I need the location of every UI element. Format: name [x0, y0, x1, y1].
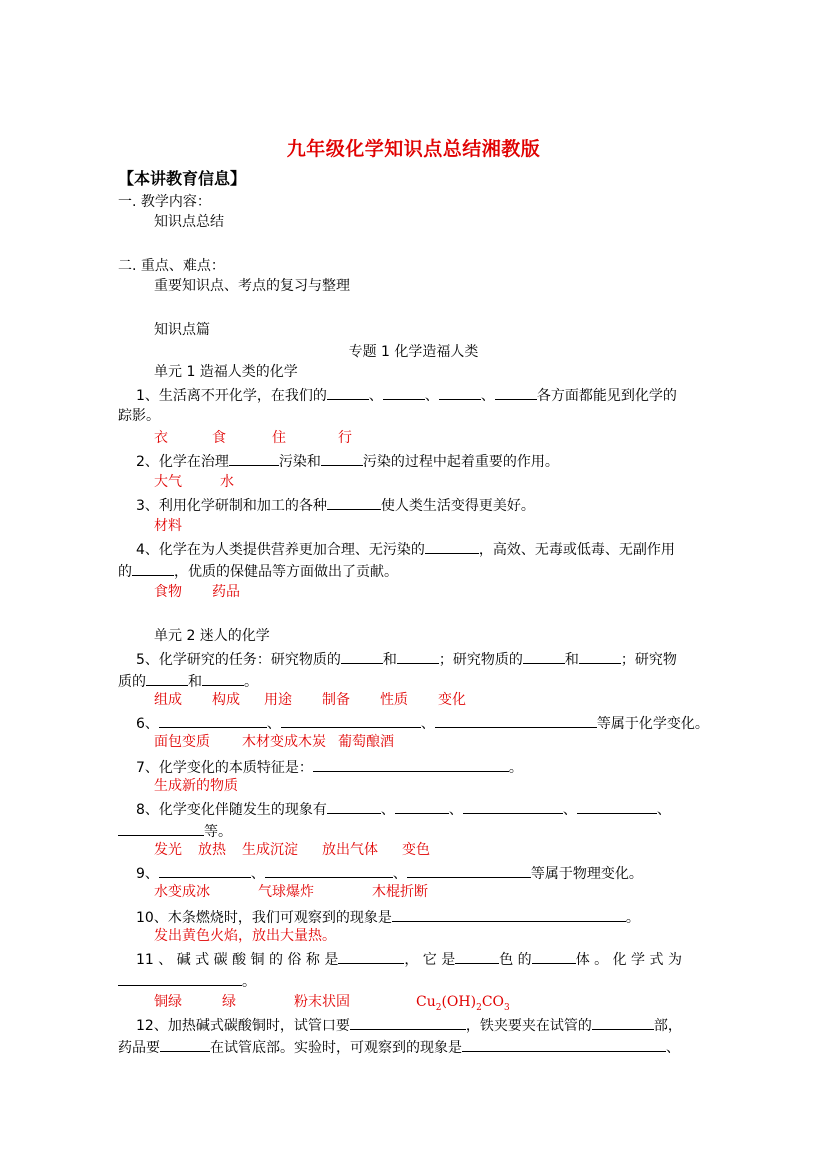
blank — [159, 862, 251, 878]
blank — [407, 862, 531, 878]
blank — [327, 384, 369, 400]
blank — [327, 494, 381, 510]
section-2-label: 二. 重点、难点： — [118, 258, 225, 274]
topic-heading: 专题 1 化学造福人类 — [348, 344, 479, 360]
knowledge-points-heading: 知识点篇 — [154, 322, 210, 338]
question-8: 8、化学变化伴随发生的现象有 、 、 、 、 — [136, 798, 671, 820]
blank — [341, 648, 383, 664]
blank — [439, 384, 481, 400]
blank — [118, 820, 204, 836]
blank — [202, 670, 244, 686]
blank — [462, 1036, 666, 1052]
section-1-label: 一. 教学内容： — [118, 194, 211, 210]
blank — [281, 712, 421, 728]
blank — [592, 1014, 654, 1030]
question-12-cont: 药品要 在试管底部。实验时，可观察到的现象是 、 — [118, 1036, 680, 1058]
blank — [118, 970, 242, 986]
question-11: 11 、 碱 式 碳 酸 铜 的 俗 称 是 ， 它 是 色 的 体 。 化 学 式 为 — [136, 948, 682, 970]
blank — [350, 1014, 466, 1030]
blank — [397, 648, 439, 664]
question-7: 7、化学变化的本质特征是： 。 — [136, 756, 523, 778]
question-1-cont: 踪影。 — [118, 408, 160, 424]
blank — [463, 798, 563, 814]
question-8-cont: 等。 — [118, 820, 232, 842]
blank — [146, 670, 188, 686]
blank — [577, 798, 657, 814]
question-5: 5、化学研究的任务：研究物质的 和 ；研究物质的 和 ；研究物 — [136, 648, 677, 670]
blank — [579, 648, 621, 664]
unit-1-heading: 单元 1 造福人类的化学 — [154, 364, 298, 380]
blank — [132, 560, 174, 576]
blank — [523, 648, 565, 664]
question-4-cont: 的 ，优质的保健品等方面做出了贡献。 — [118, 560, 398, 582]
question-11-cont: 。 — [118, 970, 256, 992]
blank — [321, 450, 363, 466]
blank — [455, 948, 499, 964]
blank — [392, 906, 626, 922]
blank — [265, 862, 393, 878]
question-2: 2、化学在治理 污染和 污染的过程中起着重要的作用。 — [136, 450, 559, 472]
blank — [383, 384, 425, 400]
question-9: 9、 、 、 等属于物理变化。 — [136, 862, 643, 884]
formula-cu2oh2co3: $Cu_2(OH)_2CO_3$ — [416, 994, 510, 1013]
blank — [327, 798, 381, 814]
blank — [229, 450, 279, 466]
blank — [435, 712, 597, 728]
blank — [532, 948, 576, 964]
question-4: 4、化学在为人类提供营养更加合理、无污染的 ，高效、无毒或低毒、无副作用 — [136, 538, 675, 560]
blank — [495, 384, 537, 400]
question-12: 12、加热碱式碳酸铜时，试管口要 ，铁夹要夹在试管的 部， — [136, 1014, 682, 1036]
document-title: 九年级化学知识点总结湘教版 — [286, 138, 541, 160]
unit-2-heading: 单元 2 迷人的化学 — [154, 628, 270, 644]
blank — [313, 756, 509, 772]
question-5-cont: 质的 和 。 — [118, 670, 258, 692]
blank — [160, 1036, 210, 1052]
question-6: 6、 、 、 等属于化学变化。 — [136, 712, 709, 734]
info-header: 【本讲教育信息】 — [118, 169, 247, 188]
blank — [425, 538, 479, 554]
section-2-body: 重要知识点、考点的复习与整理 — [154, 278, 350, 294]
section-1-body: 知识点总结 — [154, 214, 224, 230]
blank — [395, 798, 449, 814]
blank — [338, 948, 404, 964]
blank — [159, 712, 267, 728]
question-1: 1、生活离不开化学，在我们的 、 、 、 各方面都能见到化学的 — [136, 384, 677, 406]
question-10: 10、木条燃烧时，我们可观察到的现象是 。 — [136, 906, 640, 928]
question-3: 3、利用化学研制和加工的各种 使人类生活变得更美好。 — [136, 494, 535, 516]
